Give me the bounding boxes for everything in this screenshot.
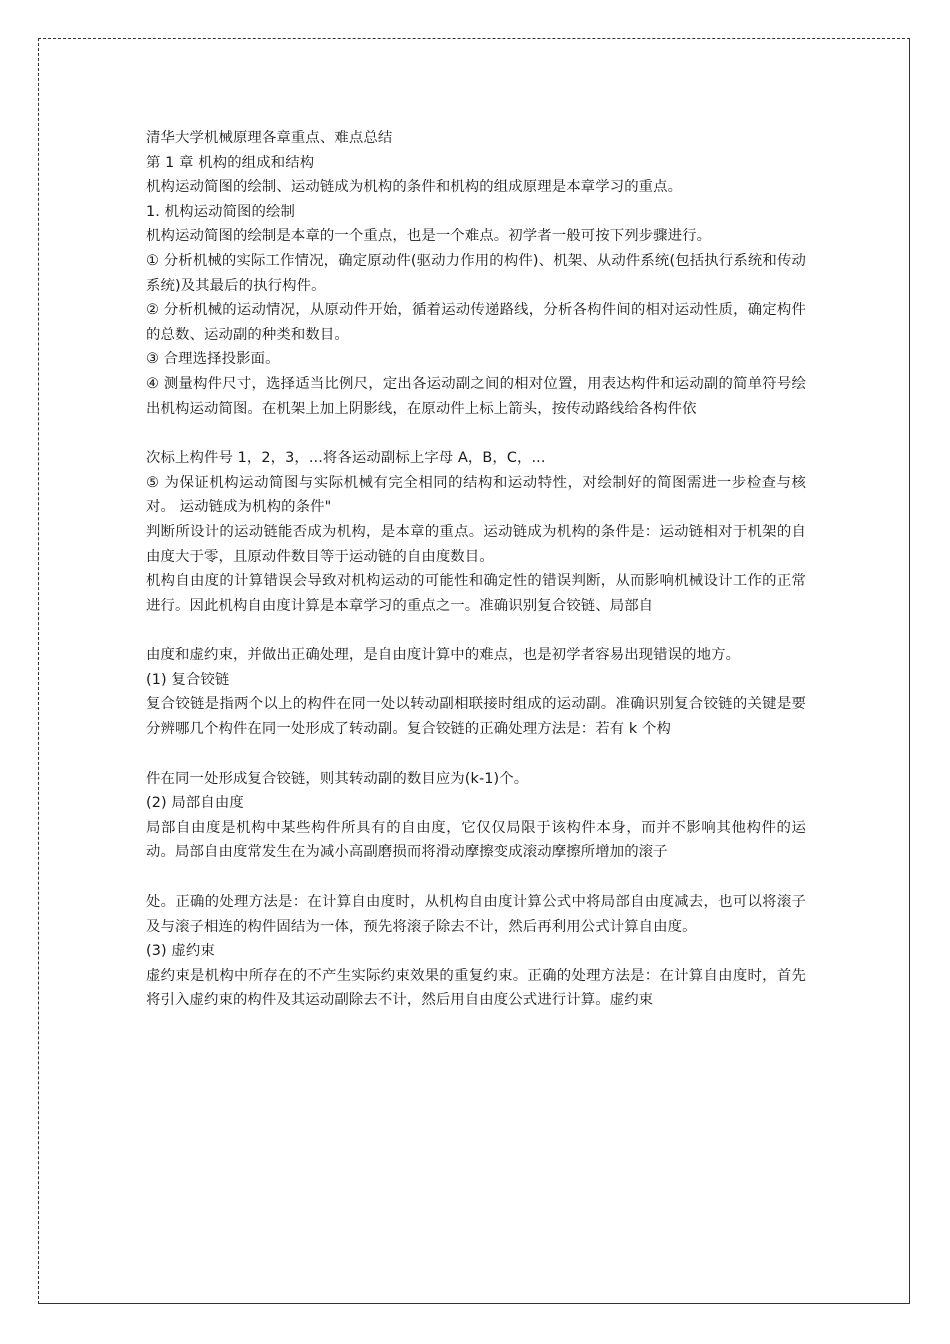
paragraph: 由度和虚约束，并做出正确处理，是自由度计算中的难点，也是初学者容易出现错误的地方。 (146, 647, 741, 664)
list-item: ③ 合理选择投影面。 (146, 351, 280, 368)
paragraph: 判断所设计的运动链能否成为机构，是本章的重点。运动链成为机构的条件是：运动链相对于机架的自由度大于零，且原动件数目等于运动链的自由度数目。 (146, 523, 806, 565)
paragraph-gap (146, 618, 806, 643)
list-item: ⑤ 为保证机构运动简图与实际机械有完全相同的结构和运动特性，对绘制好的简图需进一步检查与核对。 运动链成为机构的条件" (146, 474, 806, 516)
document-body (146, 126, 806, 1013)
paragraph-gap (146, 421, 806, 446)
paragraph: 机构自由度的计算错误会导致对机构运动的可能性和确定性的错误判断，从而影响机械设计工作的正常进行。因此机构自由度计算是本章学习的重点之一。准确识别复合铰链、局部自 (146, 573, 806, 614)
paragraph: 机构运动简图的绘制、运动链成为机构的条件和机构的组成原理是本章学习的重点。 (146, 179, 683, 196)
list-item: ② 分析机械的运动情况，从原动件开始，循着运动传递路线，分析各构件间的相对运动性质，确定构件的总数、运动副的种类和数目。 (146, 302, 806, 343)
paragraph: 次标上构件号 1，2，3，...将各运动副标上字母 A，B，C，... (146, 450, 546, 467)
paragraph-gap (146, 865, 806, 890)
list-item: ① 分析机械的实际工作情况，确定原动件(驱动力作用的构件)、机架、从动件系统(包括执行系统和传动系统)及其最后的执行构件。 (146, 252, 806, 294)
paragraph: 件在同一处形成复合铰链，则其转动副的数目应为(k-1)个。 (146, 770, 529, 787)
paragraph-gap (146, 742, 806, 767)
list-item: ④ 测量构件尺寸，选择适当比例尺，定出各运动副之间的相对位置，用表达构件和运动副的简单符号绘出机构运动简图。在机架上加上阴影线，在原动件上标上箭头，按传动路线给各构件依 (146, 375, 806, 417)
paragraph: 机构运动简图的绘制是本章的一个重点，也是一个难点。初学者一般可按下列步骤进行。 (146, 228, 712, 245)
section-heading: 1. 机构运动简图的绘制 (146, 203, 296, 220)
subsection-heading: (3) 虚约束 (146, 943, 215, 960)
document-title: 清华大学机械原理各章重点、难点总结 (146, 130, 393, 146)
paragraph: 局部自由度是机构中某些构件所具有的自由度，它仅仅局限于该构件本身，而并不影响其他构件的运动。局部自由度常发生在为减小高副磨损而将滑动摩擦变成滚动摩擦所增加的滚子 (146, 819, 806, 861)
subsection-heading: (2) 局部自由度 (146, 795, 244, 812)
paragraph: 复合铰链是指两个以上的构件在同一处以转动副相联接时组成的运动副。准确识别复合铰链的关键是要分辨哪几个构件在同一处形成了转动副。复合铰链的正确处理方法是：若有 k 个构 (146, 696, 806, 738)
chapter-heading: 第 1 章 机构的组成和结构 (146, 154, 315, 171)
subsection-heading: (1) 复合铰链 (146, 671, 230, 688)
paragraph: 虚约束是机构中所存在的不产生实际约束效果的重复约束。正确的处理方法是：在计算自由度时，首先将引入虚约束的构件及其运动副除去不计，然后用自由度公式进行计算。虚约束 (146, 967, 806, 1009)
paragraph: 处。正确的处理方法是：在计算自由度时，从机构自由度计算公式中将局部自由度减去，也可以将滚子及与滚子相连的构件固结为一体，预先将滚子除去不计，然后再利用公式计算自由度。 (146, 894, 806, 935)
